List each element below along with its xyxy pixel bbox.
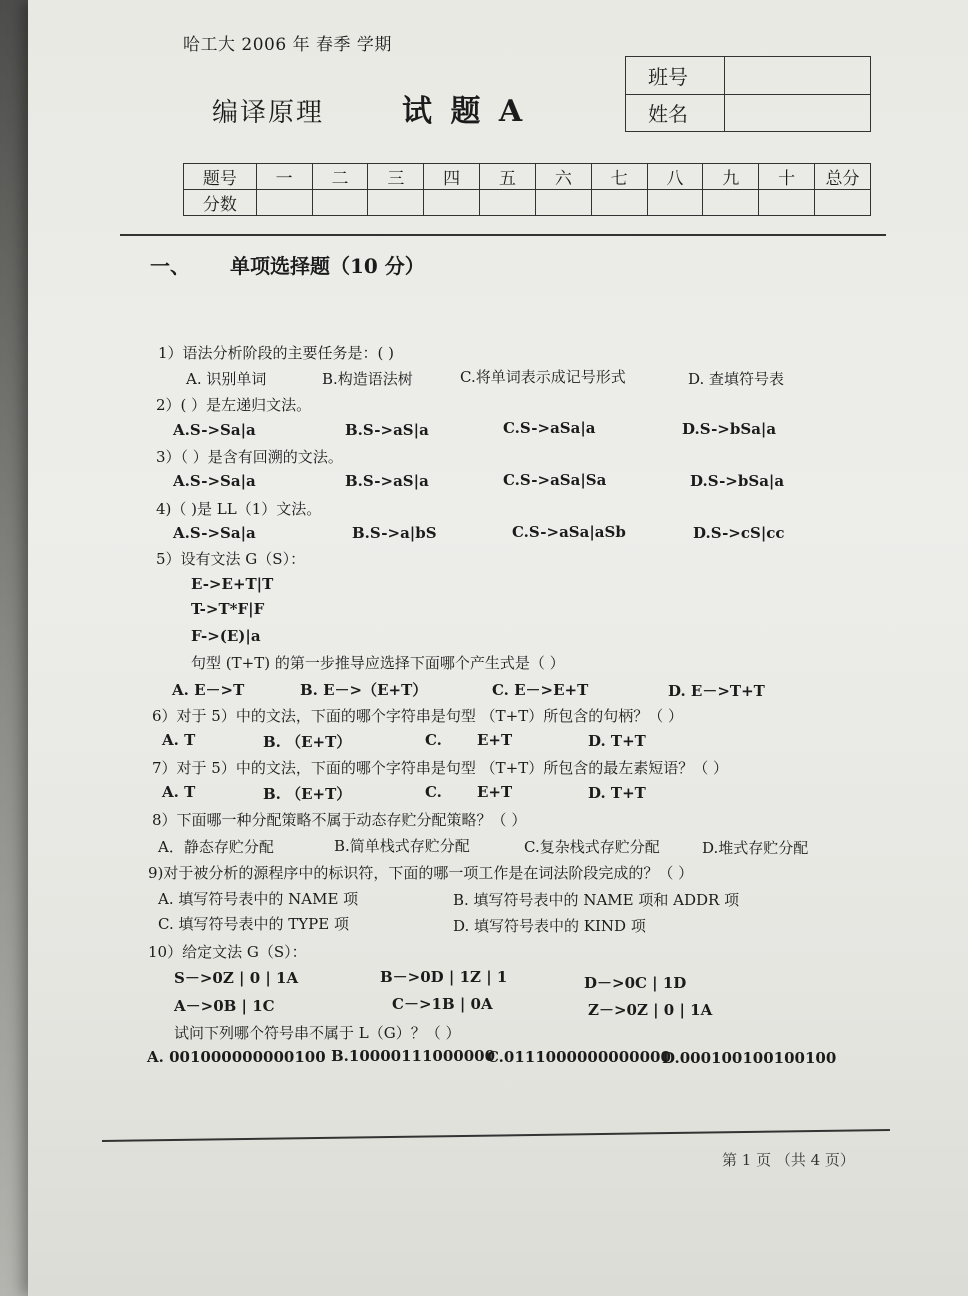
grammar-rule-a: A－>0B | 1C <box>174 997 275 1015</box>
grammar-rule-c: C－>1B | 0A <box>392 995 493 1013</box>
score-blank[interactable] <box>759 190 815 216</box>
course-title: 编译原理 <box>212 98 325 128</box>
question-9-option-b: B. 填写符号表中的 NAME 项和 ADDR 项 <box>453 891 740 909</box>
question-8-option-c: C.复杂栈式存贮分配 <box>524 838 660 856</box>
score-blank[interactable] <box>256 190 312 216</box>
grammar-rule-e: E->E+T|T <box>191 575 274 593</box>
question-6-option-c: C. <box>425 731 442 749</box>
question-4-option-c: C.S->aSa|aSb <box>512 523 626 541</box>
question-1-option-b: B.构造语法树 <box>322 370 413 388</box>
name-label: 姓名 <box>626 94 725 132</box>
question-10-option-c: C.0111000000000000 <box>487 1048 671 1066</box>
question-6-option-a: A. T <box>162 731 196 749</box>
question-7-option-a: A. T <box>162 783 196 801</box>
score-table <box>183 163 871 216</box>
score-blank[interactable] <box>480 190 536 216</box>
question-2-option-a: A.S->Sa|a <box>173 421 256 439</box>
header-divider <box>120 234 886 236</box>
question-4-option-a: A.S->Sa|a <box>173 524 256 542</box>
score-table-cell: 五 <box>480 164 536 190</box>
question-7-option-c: C. <box>425 783 442 801</box>
grammar-rule-z: Z－>0Z | 0 | 1A <box>588 1001 713 1019</box>
question-1-option-d: D. 查填符号表 <box>688 370 785 388</box>
question-5-option-c: C. E－>E+T <box>492 681 589 699</box>
question-5-ask: 句型 (T+T) 的第一步推导应选择下面哪个产生式是（ ） <box>191 654 565 672</box>
score-table-cell: 题号 <box>184 164 257 190</box>
question-10-ask: 试问下列哪个符号串不属于 L（G）？（ ） <box>174 1024 461 1042</box>
question-6-option-d: D. T+T <box>588 732 646 750</box>
score-blank[interactable] <box>703 190 759 216</box>
page-number: 第 1 页 （共 4 页） <box>722 1151 855 1169</box>
question-4-stem: 4)（ )是 LL（1）文法。 <box>156 500 322 518</box>
question-1-stem: 1）语法分析阶段的主要任务是：( ) <box>158 344 395 362</box>
question-3-option-a: A.S->Sa|a <box>173 472 256 490</box>
question-4-option-d: D.S->cS|cc <box>693 524 785 542</box>
question-7-option-c-value: E+T <box>477 783 513 801</box>
score-table-header-row <box>184 164 871 190</box>
question-6-option-c-value: E+T <box>477 731 513 749</box>
question-8-option-a: A．静态存贮分配 <box>158 838 274 856</box>
question-7-option-d: D. T+T <box>588 784 646 802</box>
score-blank[interactable] <box>535 190 591 216</box>
question-9-stem: 9)对于被分析的源程序中的标识符，下面的哪一项工作是在词法阶段完成的？（ ） <box>148 864 694 882</box>
score-table-score-row <box>184 190 871 216</box>
class-label: 班号 <box>626 57 725 95</box>
score-table-cell: 二 <box>312 164 368 190</box>
grammar-rule-f: F->(E)|a <box>191 627 261 645</box>
score-table-cell: 六 <box>535 164 591 190</box>
question-10-stem: 10）给定文法 G（S）： <box>148 943 307 961</box>
score-table-cell: 一 <box>256 164 312 190</box>
question-2-stem: 2）( ）是左递归文法。 <box>156 396 312 414</box>
question-1-option-a: A. 识别单词 <box>186 370 267 388</box>
question-2-option-b: B.S->aS|a <box>345 421 429 439</box>
question-8-stem: 8）下面哪一种分配策略不属于动态存贮分配策略？（ ） <box>152 811 527 829</box>
score-table-cell: 九 <box>703 164 759 190</box>
question-10-option-b: B.10000111000000 <box>331 1047 496 1065</box>
question-8-option-d: D.堆式存贮分配 <box>702 839 809 857</box>
question-9-option-c: C. 填写符号表中的 TYPE 项 <box>158 915 349 933</box>
question-5-option-b: B. E－>（E+T） <box>300 681 428 699</box>
question-5-stem: 5）设有文法 G（S）： <box>156 550 306 568</box>
question-10-option-d: D.000100100100100 <box>662 1049 837 1067</box>
section-heading <box>150 250 425 279</box>
question-3-option-c: C.S->aSa|Sa <box>503 471 607 489</box>
section-number: 一、 <box>150 254 190 278</box>
score-table-cell: 七 <box>591 164 647 190</box>
section-title: 单项选择题（10 分） <box>230 254 425 278</box>
question-9-option-d: D. 填写符号表中的 KIND 项 <box>453 917 646 935</box>
question-3-option-b: B.S->aS|a <box>345 472 429 490</box>
grammar-rule-s: S－>0Z | 0 | 1A <box>174 969 299 987</box>
score-table-cell: 十 <box>759 164 815 190</box>
question-5-option-d: D. E－>T+T <box>668 682 765 700</box>
score-blank[interactable] <box>647 190 703 216</box>
question-10-option-a: A. 001000000000100 <box>147 1048 326 1066</box>
score-table-cell: 三 <box>368 164 424 190</box>
class-field[interactable] <box>725 57 871 95</box>
score-table-cell: 四 <box>424 164 480 190</box>
question-2-option-d: D.S->bSa|a <box>682 420 777 438</box>
question-8-option-b: B.简单栈式存贮分配 <box>334 837 470 855</box>
name-field[interactable] <box>725 94 871 132</box>
score-table-cell: 总分 <box>815 164 871 190</box>
score-blank[interactable] <box>591 190 647 216</box>
question-2-option-c: C.S->aSa|a <box>503 419 596 437</box>
score-blank[interactable] <box>815 190 871 216</box>
question-4-option-b: B.S->a|bS <box>352 524 437 542</box>
score-blank[interactable] <box>312 190 368 216</box>
score-blank[interactable] <box>368 190 424 216</box>
question-7-stem: 7）对于 5）中的文法，下面的哪个字符串是句型 （T+T）所包含的最左素短语？（ ） <box>152 759 728 777</box>
student-id-table <box>625 56 871 132</box>
question-3-option-d: D.S->bSa|a <box>690 472 785 490</box>
question-6-stem: 6）对于 5）中的文法，下面的哪个字符串是句型 （T+T）所包含的句柄？（ ） <box>152 707 683 725</box>
question-7-option-b: B. （E+T） <box>263 785 352 803</box>
score-table-cell: 八 <box>647 164 703 190</box>
question-6-option-b: B. （E+T） <box>263 733 352 751</box>
question-3-stem: 3）（ ）是含有回溯的文法。 <box>156 448 343 466</box>
grammar-rule-b: B－>0D | 1Z | 1 <box>380 968 508 986</box>
question-9-option-a: A. 填写符号表中的 NAME 项 <box>158 890 359 908</box>
grammar-rule-t: T->T*F|F <box>191 600 265 618</box>
question-1-option-c: C.将单词表示成记号形式 <box>460 368 626 386</box>
term-line: 哈工大 2006 年 春季 学期 <box>183 35 392 55</box>
question-5-option-a: A. E－>T <box>172 681 245 699</box>
paper-label: 试 题 A <box>402 94 527 129</box>
grammar-rule-d: D－>0C | 1D <box>584 974 687 992</box>
score-row-label: 分数 <box>184 190 257 216</box>
score-blank[interactable] <box>424 190 480 216</box>
